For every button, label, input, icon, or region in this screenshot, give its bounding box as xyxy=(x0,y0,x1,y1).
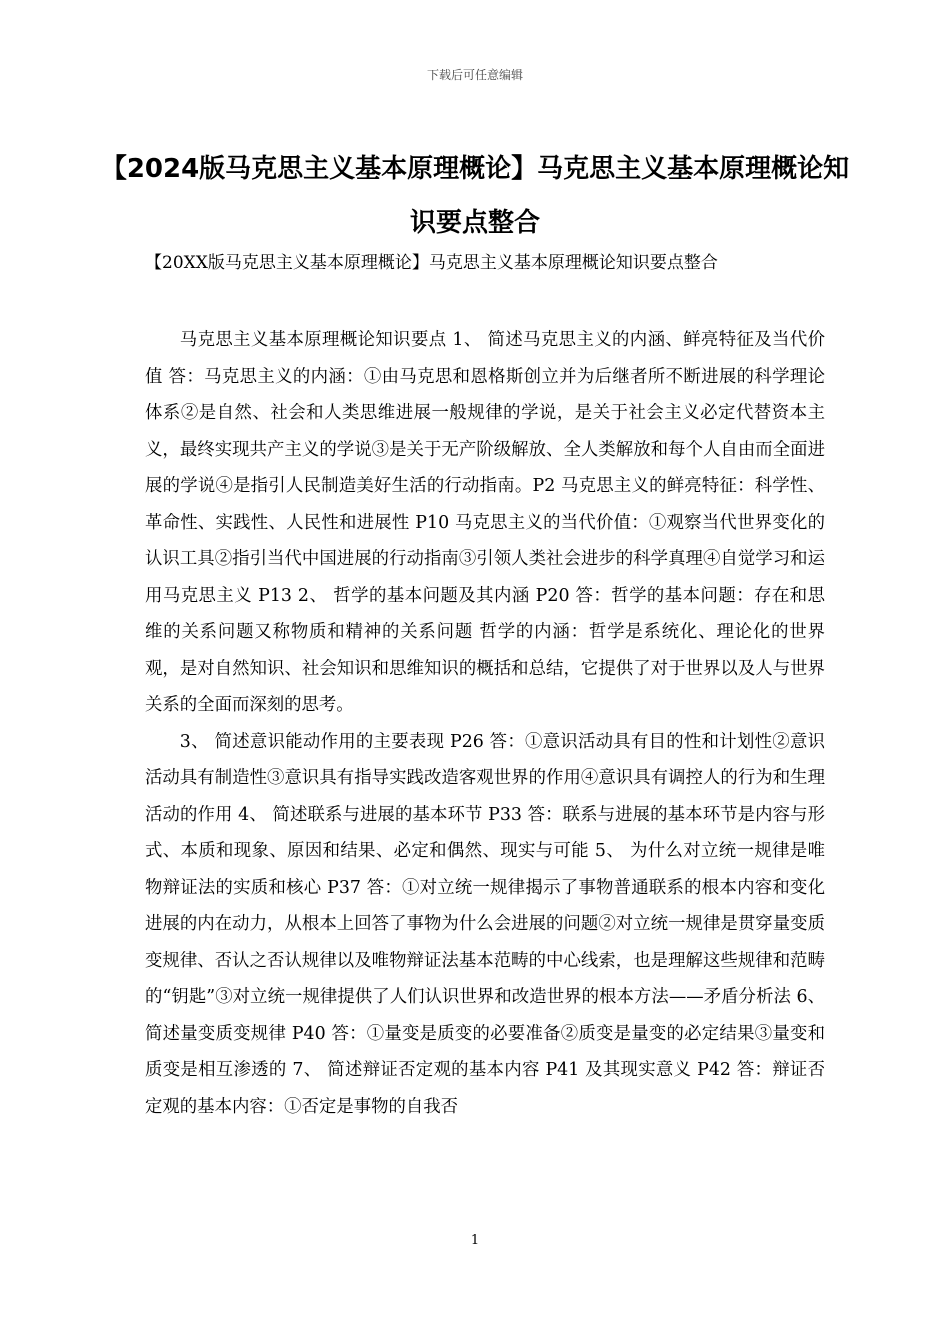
page-number: 1 xyxy=(470,1233,480,1248)
body-paragraph: 3、 简述意识能动作用的主要表现 P26 答：①意识活动具有目的性和计划性②意识活动具有制造性③意识具有指导实践改造客观世界的作用④意识具有调控人的行为和生理活动的作用 4、 简述联系与进展的基本环节 P33 答：联系与进展的基本环节是内容与形式、本质和现象、原因和结果、必定和偶然、现实与可能 5、 为什么对立统一规律是唯物辩证法的实质和核心 P37 答：①对立统一规律揭示了事物普通联系的根本内容和变化进展的内在动力，从根本上回答了事物为什么会进展的问题②对立统一规律是贯穿量变质变规律、否认之否认规律以及唯物辩证法基本范畴的中心线索，也是理解这些规律和范畴的“钥匙”③对立统一规律提供了人们认识世界和改造世界的根本方法——矛盾分析法 6、 简述量变质变规律 P40 答：①量变是质变的必要准备②质变是量变的必定结果③量变和质变是相互渗透的 7、 简述辩证否定观的基本内容 P41 及其现实意义 P42 答：辩证否定观的基本内容：①否定是事物的自我否 xyxy=(145,731,825,1117)
body-paragraph: 马克思主义基本原理概论知识要点 1、 简述马克思主义的内涵、鲜亮特征及当代价值 答：马克思主义的内涵：①由马克思和恩格斯创立并为后继者所不断进展的科学理论体系②是自然、社会和人类思维进展一般规律的学说，是关于社会主义必定代替资本主义，最终实现共产主义的学说③是关于无产阶级解放、全人类解放和每个人自由而全面进展的学说④是指引人民制造美好生活的行动指南。P2 马克思主义的鲜亮特征：科学性、革命性、实践性、人民性和进展性 P10 马克思主义的当代价值：①观察当代世界变化的认识工具②指引当代中国进展的行动指南③引领人类社会进步的科学真理④自觉学习和运用马克思主义 P13 2、 哲学的基本问题及其内涵 P20 答：哲学的基本问题：存在和思维的关系问题又称物质和精神的关系问题 哲学的内涵：哲学是系统化、理论化的世界观，是对自然知识、社会知识和思维知识的概括和总结，它提供了对于世界以及人与世界关系的全面而深刻的思考。 xyxy=(145,330,825,715)
document-title: 【2024版马克思主义基本原理概论】马克思主义基本原理概论知识要点整合 xyxy=(100,154,850,238)
document-body xyxy=(145,322,825,1125)
header-note: 下载后可任意编辑 xyxy=(426,68,523,82)
document-subtitle: 【20XX版马克思主义基本原理概论】马克思主义基本原理概论知识要点整合 xyxy=(145,253,718,273)
